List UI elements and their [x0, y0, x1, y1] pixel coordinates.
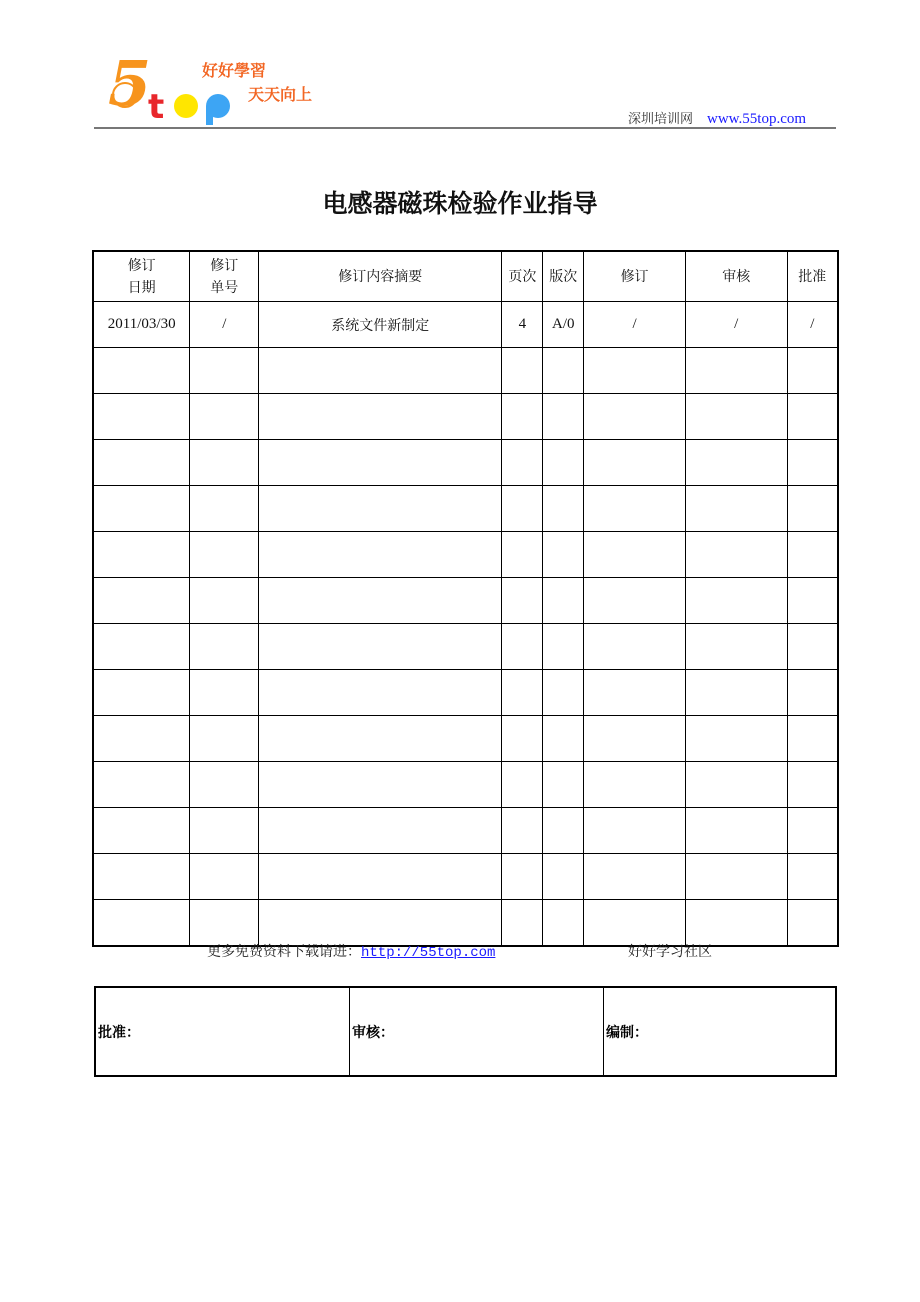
prepare-field[interactable]: 编制：: [604, 987, 837, 1076]
header-cell: 修订: [584, 251, 686, 302]
empty-cell: [685, 532, 787, 578]
empty-cell: [685, 716, 787, 762]
empty-cell: [259, 670, 502, 716]
empty-cell: [584, 670, 686, 716]
empty-cell: [787, 348, 838, 394]
empty-cell: [543, 624, 584, 670]
empty-cell: [190, 532, 259, 578]
table-row: [93, 716, 838, 762]
empty-cell: [259, 900, 502, 947]
empty-cell: [685, 624, 787, 670]
empty-cell: [685, 348, 787, 394]
download-link[interactable]: http://55top.com: [361, 945, 496, 961]
svg-text:天天向上: 天天向上: [248, 85, 313, 104]
empty-cell: [787, 440, 838, 486]
empty-cell: [93, 348, 190, 394]
empty-cell: [190, 440, 259, 486]
table-row: [93, 670, 838, 716]
empty-cell: [190, 394, 259, 440]
empty-cell: [685, 762, 787, 808]
review-field[interactable]: 审核：: [350, 987, 604, 1076]
signature-table: [94, 986, 837, 1077]
empty-cell: [259, 348, 502, 394]
table-row: [93, 900, 838, 947]
empty-cell: [584, 348, 686, 394]
empty-cell: [543, 762, 584, 808]
cell-approved: /: [787, 302, 838, 348]
header-divider: [94, 127, 836, 129]
table-row: [93, 624, 838, 670]
empty-cell: [787, 394, 838, 440]
empty-cell: [502, 900, 543, 947]
empty-cell: [502, 440, 543, 486]
empty-cell: [190, 670, 259, 716]
empty-cell: [787, 486, 838, 532]
empty-cell: [787, 670, 838, 716]
empty-cell: [190, 716, 259, 762]
download-note: 更多免费资料下载请进：http://55top.com: [207, 944, 496, 961]
empty-cell: [502, 808, 543, 854]
empty-cell: [685, 854, 787, 900]
empty-cell: [787, 900, 838, 947]
empty-cell: [502, 762, 543, 808]
empty-cell: [685, 440, 787, 486]
empty-cell: [93, 762, 190, 808]
empty-cell: [543, 394, 584, 440]
table-row: [93, 578, 838, 624]
revision-table: [92, 250, 839, 947]
table-row: [93, 532, 838, 578]
cell-revised: /: [584, 302, 686, 348]
empty-cell: [502, 348, 543, 394]
empty-cell: [93, 854, 190, 900]
empty-cell: [584, 532, 686, 578]
table-row: [93, 486, 838, 532]
empty-cell: [584, 394, 686, 440]
empty-cell: [787, 854, 838, 900]
empty-cell: [93, 486, 190, 532]
empty-cell: [502, 624, 543, 670]
empty-cell: [787, 808, 838, 854]
empty-cell: [787, 762, 838, 808]
empty-cell: [685, 578, 787, 624]
empty-cell: [543, 532, 584, 578]
header-cell: 页次: [502, 251, 543, 302]
approve-field[interactable]: 批准：: [95, 987, 350, 1076]
empty-cell: [685, 808, 787, 854]
empty-cell: [190, 624, 259, 670]
header-cell: 修订 日期: [93, 251, 190, 302]
empty-cell: [502, 670, 543, 716]
header-site-info: [628, 108, 806, 128]
header-cell: 审核: [685, 251, 787, 302]
empty-cell: [787, 624, 838, 670]
empty-cell: [584, 486, 686, 532]
empty-cell: [502, 394, 543, 440]
svg-text:好好學習: 好好學習: [202, 61, 267, 80]
empty-cell: [543, 348, 584, 394]
empty-cell: [502, 854, 543, 900]
empty-cell: [93, 394, 190, 440]
empty-cell: [543, 440, 584, 486]
empty-cell: [259, 578, 502, 624]
empty-cell: [584, 808, 686, 854]
empty-cell: [787, 716, 838, 762]
table-row: [93, 302, 838, 348]
empty-cell: [190, 808, 259, 854]
empty-cell: [259, 532, 502, 578]
empty-cell: [584, 762, 686, 808]
cell-summary: 系统文件新制定: [259, 302, 502, 348]
table-row: [93, 440, 838, 486]
empty-cell: [584, 440, 686, 486]
empty-cell: [93, 716, 190, 762]
site-name: 深圳培训网: [628, 111, 694, 126]
table-row: [93, 808, 838, 854]
svg-text:5: 5: [108, 50, 152, 120]
empty-cell: [190, 348, 259, 394]
empty-cell: [685, 900, 787, 947]
empty-cell: [502, 532, 543, 578]
empty-cell: [190, 854, 259, 900]
empty-cell: [93, 532, 190, 578]
empty-cell: [259, 762, 502, 808]
svg-text:t: t: [148, 87, 165, 125]
community-text: 好好学习社区: [628, 944, 712, 960]
empty-cell: [190, 578, 259, 624]
empty-cell: [685, 486, 787, 532]
table-row: [93, 348, 838, 394]
empty-cell: [543, 716, 584, 762]
empty-cell: [93, 670, 190, 716]
empty-cell: [259, 624, 502, 670]
cell-reviewed: /: [685, 302, 787, 348]
empty-cell: [543, 578, 584, 624]
empty-cell: [259, 716, 502, 762]
header-cell: 修订 单号: [190, 251, 259, 302]
empty-cell: [685, 670, 787, 716]
header-cell: 版次: [543, 251, 584, 302]
empty-cell: [543, 854, 584, 900]
header-cell: 修订内容摘要: [259, 251, 502, 302]
55top-logo: [100, 50, 330, 125]
empty-cell: [502, 578, 543, 624]
empty-cell: [93, 808, 190, 854]
empty-cell: [543, 670, 584, 716]
empty-cell: [787, 578, 838, 624]
table-row: [93, 854, 838, 900]
empty-cell: [259, 486, 502, 532]
cell-page: 4: [502, 302, 543, 348]
empty-cell: [190, 900, 259, 947]
empty-cell: [93, 900, 190, 947]
empty-cell: [584, 900, 686, 947]
empty-cell: [502, 486, 543, 532]
empty-cell: [584, 578, 686, 624]
page-title: 电感器磁珠检验作业指导: [322, 189, 598, 218]
empty-cell: [584, 624, 686, 670]
empty-cell: [502, 716, 543, 762]
empty-cell: [259, 440, 502, 486]
empty-cell: [787, 532, 838, 578]
empty-cell: [259, 808, 502, 854]
cell-order-no: /: [190, 302, 259, 348]
site-url[interactable]: www.55top.com: [707, 111, 807, 127]
empty-cell: [543, 808, 584, 854]
empty-cell: [93, 578, 190, 624]
empty-cell: [259, 854, 502, 900]
empty-cell: [543, 486, 584, 532]
header-row: [93, 251, 838, 302]
cell-version: A/0: [543, 302, 584, 348]
header-cell: 批准: [787, 251, 838, 302]
empty-cell: [190, 762, 259, 808]
table-row: [93, 394, 838, 440]
empty-cell: [190, 486, 259, 532]
empty-cell: [685, 394, 787, 440]
table-row: [93, 762, 838, 808]
empty-cell: [259, 394, 502, 440]
empty-cell: [584, 716, 686, 762]
empty-cell: [543, 900, 584, 947]
empty-cell: [93, 440, 190, 486]
cell-date: 2011/03/30: [93, 302, 190, 348]
empty-cell: [93, 624, 190, 670]
empty-cell: [584, 854, 686, 900]
